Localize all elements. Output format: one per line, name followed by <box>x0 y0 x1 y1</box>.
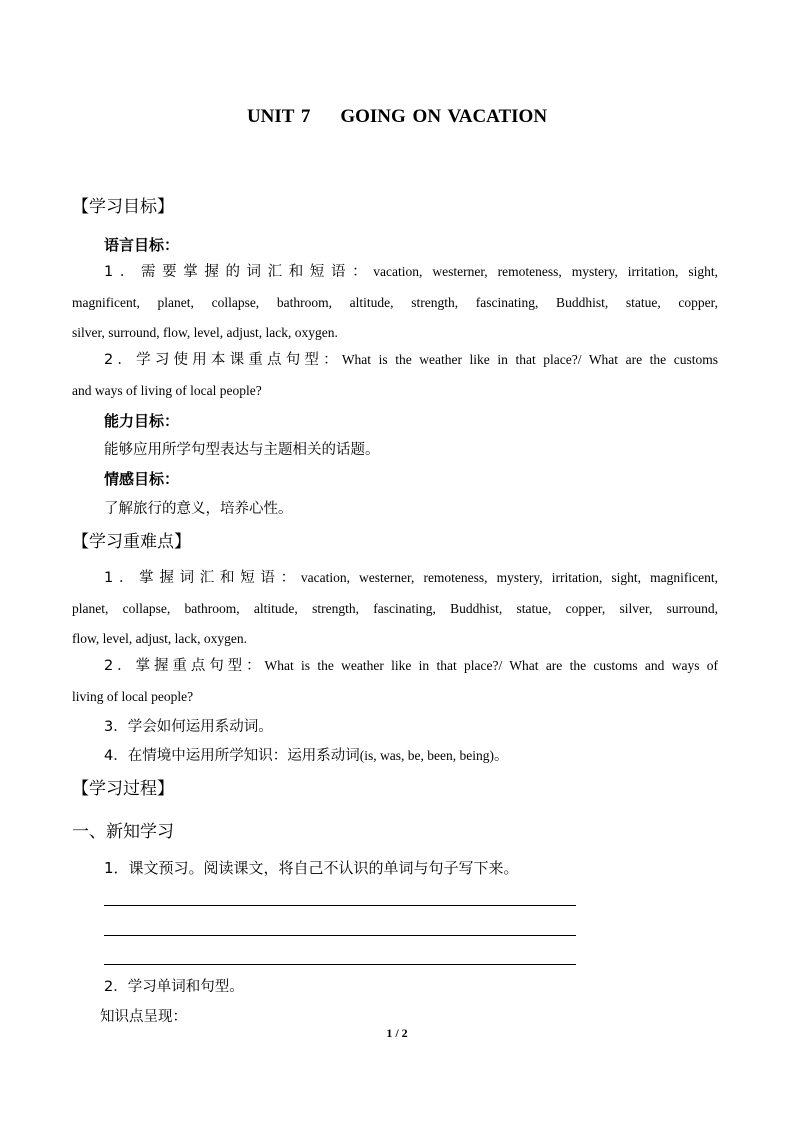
key-points-item2-line1: What is the weather like in that place?/ What are the customs and ways of <box>264 658 718 673</box>
objectives-item2 <box>72 345 718 406</box>
key-points-item4-end: 。 <box>493 748 509 764</box>
objectives-item1-line1: vacation, westerner, remoteness, mystery, irritation, sight, <box>373 264 718 279</box>
key-points-item1-line2: planet, collapse, bathroom, altitude, strength, fascinating, Buddhist, statue, copper, silver, surround, <box>72 601 718 616</box>
title-name: GOING ON VACATION <box>340 106 548 127</box>
key-points-item2-line2: living of local people? <box>72 689 194 704</box>
process-heading: 【学习过程】 <box>72 779 174 799</box>
objectives-item2-line2: and ways of living of local people? <box>72 383 262 398</box>
page-title <box>0 106 794 128</box>
objectives-item2-line1: What is the weather like in that place?/ What are the customs <box>341 352 718 367</box>
key-points-item2 <box>72 651 718 712</box>
answer-line-2[interactable] <box>104 935 576 936</box>
process-step1: 1．课文预习。阅读课文，将自己不认识的单词与句子写下来。 <box>104 859 519 877</box>
language-goal-label: 语言目标： <box>104 236 180 254</box>
page-number: 1 / 2 <box>386 1026 408 1040</box>
key-points-item4-en: (is, was, be, been, being) <box>359 748 494 763</box>
ability-goal-label: 能力目标： <box>104 412 180 430</box>
key-points-item1-line3: flow, level, adjust, lack, oxygen. <box>72 631 247 646</box>
answer-line-1[interactable] <box>104 905 576 906</box>
key-points-item1-line1: vacation, westerner, remoteness, mystery, irritation, sight, magnificent, <box>300 570 718 585</box>
objectives-heading: 【学习目标】 <box>72 197 174 217</box>
key-points-item1 <box>72 563 718 654</box>
emotion-goal-text: 了解旅行的意义，培养心性。 <box>104 501 293 517</box>
process-step2: 2．学习单词和句型。 <box>104 979 244 995</box>
title-unit: UNIT 7 <box>246 106 311 127</box>
objectives-item1-line2: magnificent, planet, collapse, bathroom, altitude, strength, fascinating, Buddhist, statue, copper, <box>72 295 718 310</box>
objectives-item1-line3: silver, surround, flow, level, adjust, lack, oxygen. <box>72 325 338 340</box>
key-points-item1-cn: 1．掌握词汇和短语： <box>104 570 301 586</box>
key-points-item4-cn: 4．在情境中运用所学知识：运用系动词 <box>104 748 360 764</box>
key-points-item4 <box>104 744 508 765</box>
objectives-item1-cn: 1．需要掌握的词汇和短语： <box>104 264 374 280</box>
key-points-heading: 【学习重难点】 <box>72 532 191 552</box>
emotion-goal-label: 情感目标： <box>104 470 180 488</box>
objectives-item2-cn: 2．学习使用本课重点句型： <box>104 352 342 368</box>
key-points-item2-cn: 2．掌握重点句型： <box>104 658 265 674</box>
key-points-item3: 3．学会如何运用系动词。 <box>104 719 273 735</box>
ability-goal-text: 能够应用所学句型表达与主题相关的话题。 <box>104 442 380 458</box>
process-part1: 一、新知学习 <box>72 822 174 842</box>
objectives-item1 <box>72 257 718 348</box>
knowledge-label: 知识点呈现： <box>100 1009 187 1025</box>
answer-line-3[interactable] <box>104 964 576 965</box>
